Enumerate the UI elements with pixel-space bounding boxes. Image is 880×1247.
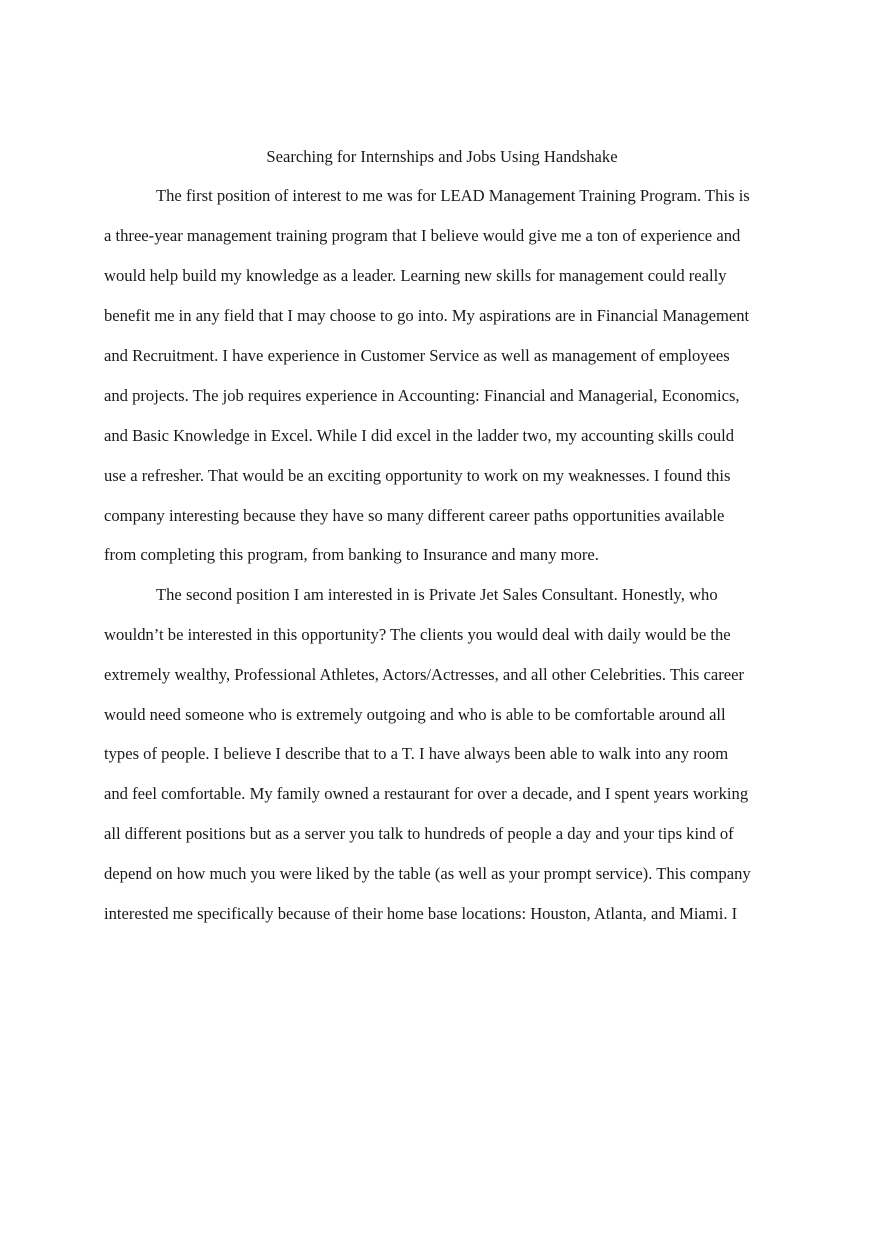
document-title: Searching for Internships and Jobs Using Handshake xyxy=(266,147,618,166)
paragraph-2-line: would need someone who is extremely outgoing and who is able to be comfortable around all xyxy=(104,705,726,724)
paragraph-2-line: all different positions but as a server you talk to hundreds of people a day and your tips kind of xyxy=(104,824,734,843)
paragraph-2-line: depend on how much you were liked by the table (as well as your prompt service). This company xyxy=(104,864,751,883)
paragraph-1-line: a three-year management training program that I believe would give me a ton of experience and xyxy=(104,226,741,245)
paragraph-2-line: wouldn’t be interested in this opportunity? The clients you would deal with daily would be the xyxy=(104,625,731,644)
paragraph-1-line: The first position of interest to me was for LEAD Management Training Program. This is xyxy=(156,186,750,205)
paragraph-1-line: use a refresher. That would be an exciting opportunity to work on my weaknesses. I found this xyxy=(104,466,731,485)
paragraph-1-line: and projects. The job requires experience in Accounting: Financial and Managerial, Economics, xyxy=(104,386,740,405)
paragraph-2-line: types of people. I believe I describe that to a T. I have always been able to walk into any room xyxy=(104,744,729,763)
paragraph-1-line: benefit me in any field that I may choose to go into. My aspirations are in Financial Management xyxy=(104,306,750,325)
paragraph-2-line: and feel comfortable. My family owned a restaurant for over a decade, and I spent years working xyxy=(104,784,749,803)
paragraph-1-line: company interesting because they have so many different career paths opportunities available xyxy=(104,506,725,525)
paragraph-2-line: The second position I am interested in is Private Jet Sales Consultant. Honestly, who xyxy=(156,585,718,604)
paragraph-1-line: from completing this program, from banking to Insurance and many more. xyxy=(104,545,599,564)
paragraph-1-line: and Basic Knowledge in Excel. While I did excel in the ladder two, my accounting skills could xyxy=(104,426,735,445)
paragraph-2-line: interested me specifically because of their home base locations: Houston, Atlanta, and Miami. I xyxy=(104,904,738,923)
paragraph-1-line: would help build my knowledge as a leader. Learning new skills for management could really xyxy=(104,266,727,285)
paragraph-2-line: extremely wealthy, Professional Athletes, Actors/Actresses, and all other Celebrities. This career xyxy=(104,665,745,684)
paragraph-1-line: and Recruitment. I have experience in Customer Service as well as management of employees xyxy=(104,346,730,365)
